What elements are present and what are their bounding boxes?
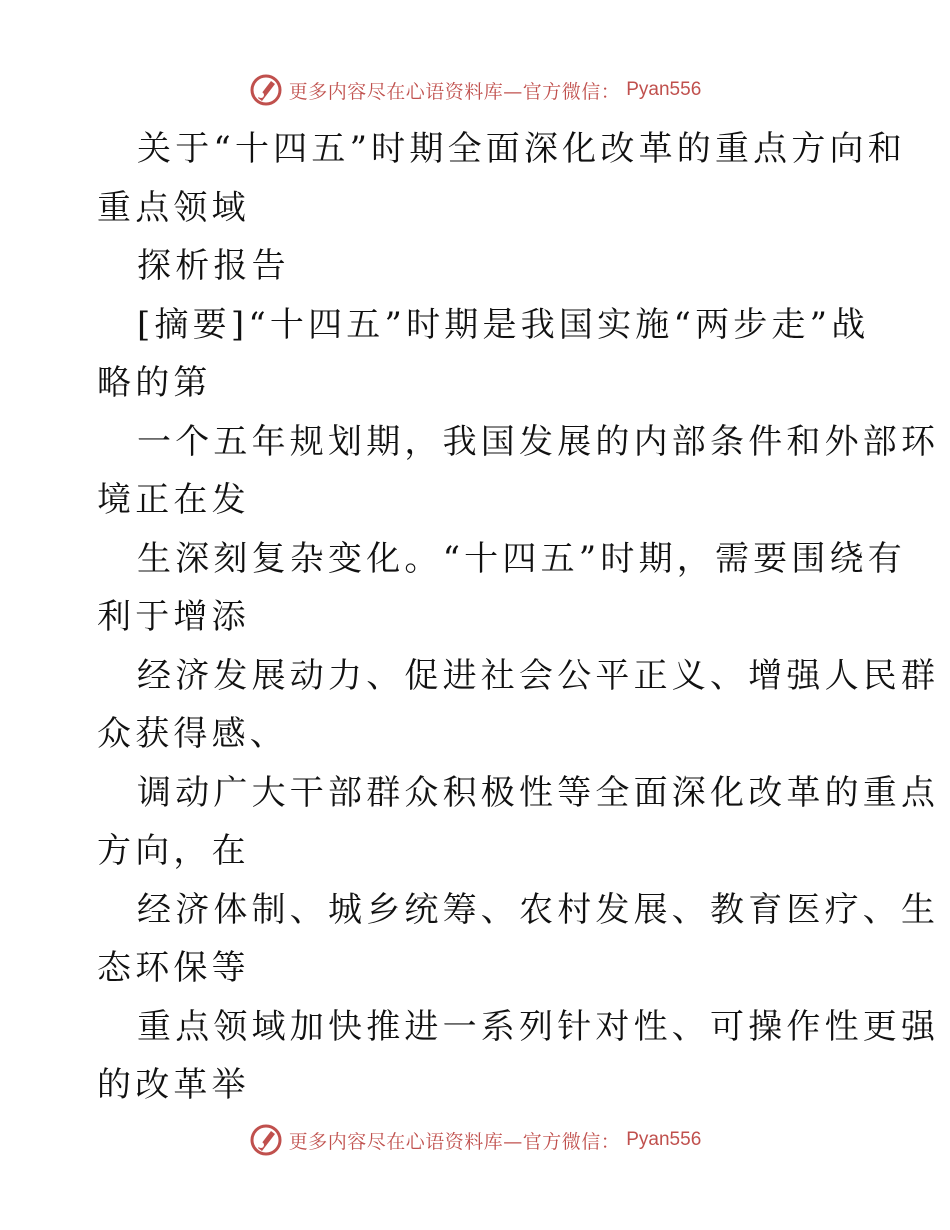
- text-line: 重点领域加快推进一系列针对性、可操作性更强: [137, 1006, 940, 1047]
- text-line: 利于增添: [97, 597, 250, 637]
- text-line: 的改革举: [97, 1065, 250, 1105]
- watermark-wechat-id: Pyan556: [626, 79, 702, 100]
- text-line: 探析报告: [137, 246, 290, 286]
- footer-watermark: [0, 1122, 950, 1158]
- watermark-text: 更多内容尽在心语资料库—官方微信：: [288, 80, 621, 103]
- text-line: 重点领域: [97, 187, 250, 228]
- text-line: [摘要]“十四五”时期是我国实施“两步走”战: [137, 304, 870, 345]
- text-line: 生深刻复杂变化。“十四五”时期，需要围绕有: [137, 538, 906, 579]
- text-line: 经济体制、城乡统筹、农村发展、教育医疗、生: [137, 889, 940, 930]
- text-line: 境正在发: [97, 480, 250, 520]
- text-line: 一个五年规划期，我国发展的内部条件和外部环: [137, 421, 940, 462]
- pen-seal-icon: [249, 73, 283, 107]
- text-line: 方向，在: [97, 831, 250, 871]
- text-line: 关于“十四五”时期全面深化改革的重点方向和: [137, 129, 906, 169]
- header-watermark: [0, 72, 950, 108]
- text-line: 众获得感、: [97, 714, 288, 754]
- watermark-text: 更多内容尽在心语资料库—官方微信：: [288, 1130, 621, 1153]
- watermark-wechat-id: Pyan556: [626, 1129, 702, 1150]
- document-body: [97, 120, 940, 1115]
- text-line: 经济发展动力、促进社会公平正义、增强人民群: [137, 655, 940, 696]
- text-line: 态环保等: [97, 948, 250, 988]
- text-line: 略的第: [97, 363, 212, 403]
- text-line: 调动广大干部群众积极性等全面深化改革的重点: [137, 772, 940, 813]
- pen-seal-icon: [249, 1123, 283, 1157]
